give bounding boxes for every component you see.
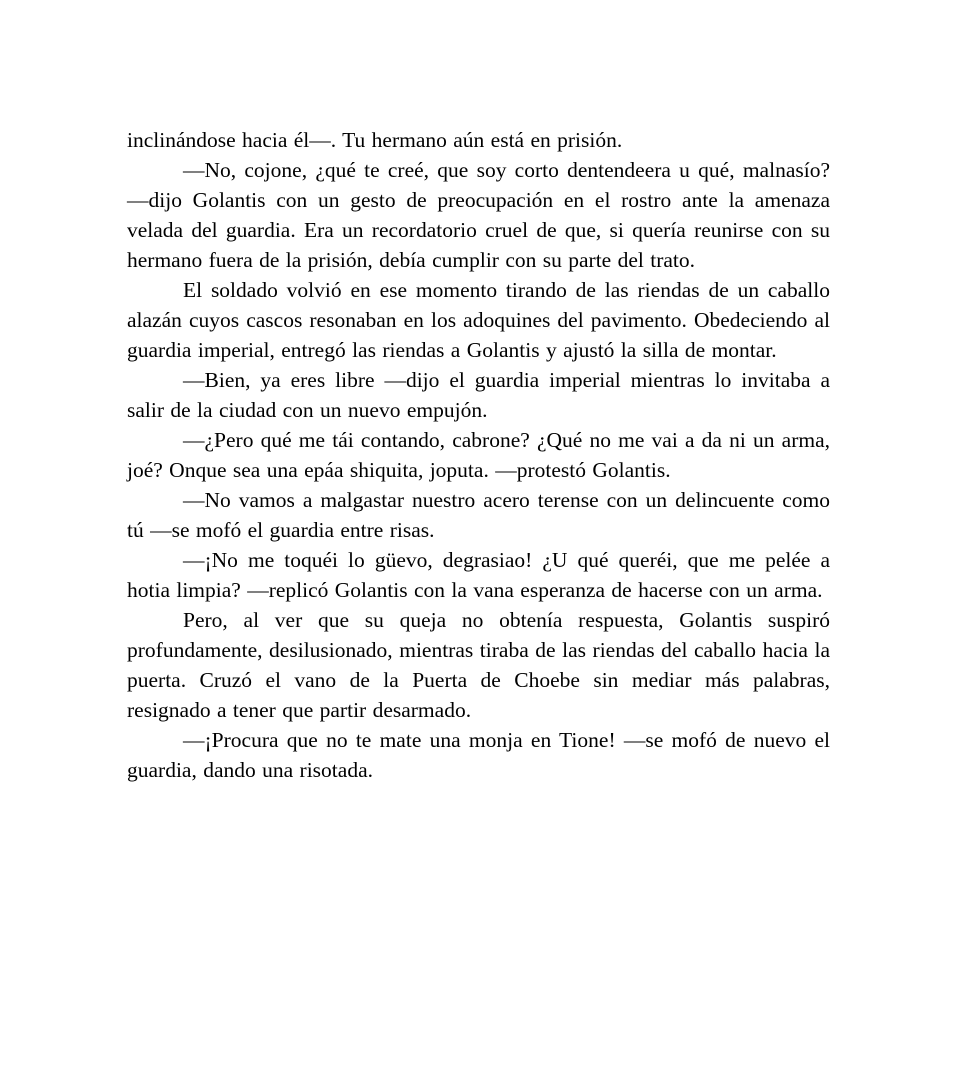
paragraph-dialogue-guard-2: —No vamos a malgastar nuestro acero terense con un delincuente como tú —se mofó el guardia entre risas. (127, 488, 830, 542)
paragraph-continuation: inclinándose hacia él—. Tu hermano aún está en prisión. (127, 128, 623, 152)
paragraph-narration-soldier: El soldado volvió en ese momento tirando de las riendas de un caballo alazán cuyos cascos resonaban en los adoquines del pavimento. Obedeciendo al guardia imperial, entregó las riendas a Golantis y ajustó la silla de montar. (127, 278, 830, 362)
paragraph-dialogue-golantis-2: —¿Pero qué me tái contando, cabrone? ¿Qué no me vai a da ni un arma, joé? Onque sea una epáa shiquita, joputa. —protestó Golantis. (127, 428, 830, 482)
paragraph-dialogue-guard-1: —Bien, ya eres libre —dijo el guardia imperial mientras lo invitaba a salir de la ciudad con un nuevo empujón. (127, 368, 830, 422)
paragraph-dialogue-guard-3: —¡Procura que no te mate una monja en Tione! —se mofó de nuevo el guardia, dando una risotada. (127, 728, 830, 782)
paragraph-dialogue-golantis-1: —No, cojone, ¿qué te creé, que soy corto dentendeera u qué, malnasío? —dijo Golantis con un gesto de preocupación en el rostro ante la amenaza velada del guardia. Era un recordatorio cruel de que, si quería reunirse con su hermano fuera de la prisión, debía cumplir con su parte del trato. (127, 158, 830, 272)
paragraph-dialogue-golantis-3: —¡No me toquéi lo güevo, degrasiao! ¿U qué queréi, que me pelée a hotia limpia? —replicó Golantis con la vana esperanza de hacerse con un arma. (127, 548, 830, 602)
paragraph-narration-departure: Pero, al ver que su queja no obtenía respuesta, Golantis suspiró profundamente, desilusionado, mientras tiraba de las riendas del caballo hacia la puerta. Cruzó el vano de la Puerta de Choebe sin mediar más palabras, resignado a tener que partir desarmado. (127, 608, 830, 722)
